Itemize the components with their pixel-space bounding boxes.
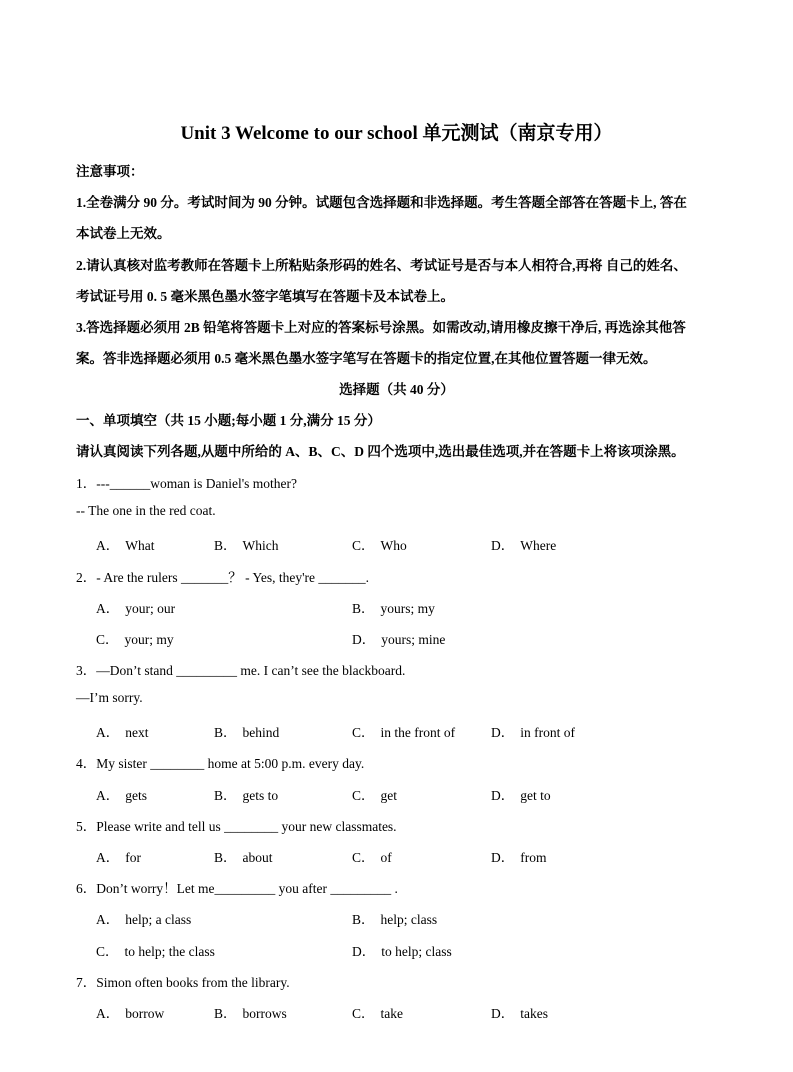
notice-item-1-line-2: 本试卷上无效。: [76, 226, 171, 241]
question-1-stem: 1．---______woman is Daniel's mother?: [76, 476, 298, 491]
question-4-option-c[interactable]: [352, 784, 397, 804]
question-4-option-d[interactable]: [491, 784, 551, 804]
option-key: D．: [491, 1006, 515, 1021]
option-text: gets: [125, 788, 147, 803]
option-key: A．: [96, 788, 120, 803]
option-key: C．: [352, 850, 375, 865]
option-text: for: [125, 850, 141, 865]
option-key: D．: [491, 538, 515, 553]
notice-item-3-line-1: 3.答选择题必须用 2B 铅笔将答题卡上对应的答案标号涂黑。如需改动,请用橡皮擦干净后, 再选涂其他答: [76, 320, 686, 335]
option-key: D．: [352, 944, 376, 959]
notice-item-1-line-1: 1.全卷满分 90 分。考试时间为 90 分钟。试题包含选择题和非选择题。考生答题全部答在答题卡上, 答在: [76, 195, 687, 210]
question-5-option-b[interactable]: [214, 846, 273, 866]
option-text: from: [520, 850, 547, 865]
option-text: borrows: [242, 1006, 287, 1021]
section-title: 选择题（共 40 分）: [339, 382, 454, 397]
notice-item-3-line-2: 案。答非选择题必须用 0.5 毫米黑色墨水签字笔写在答题卡的指定位置,在其他位置答题一律无效。: [76, 351, 657, 366]
option-text: borrow: [125, 1006, 165, 1021]
option-text: get: [380, 788, 398, 803]
option-key: C．: [96, 632, 119, 647]
option-key: A．: [96, 912, 120, 927]
question-6-option-a[interactable]: [96, 908, 191, 928]
option-key: B．: [214, 725, 237, 740]
option-key: A．: [96, 1006, 120, 1021]
notice-item-2-line-1: 2.请认真核对监考教师在答题卡上所粘贴条形码的姓名、考试证号是否与本人相符合,再将 自己的姓名、: [76, 258, 687, 273]
option-text: yours; my: [380, 601, 435, 616]
question-6-stem: 6．Don’t worry！Let me_________ you after _________ .: [76, 881, 398, 896]
option-text: next: [125, 725, 149, 740]
option-key: D．: [352, 632, 376, 647]
document-title: Unit 3 Welcome to our school 单元测试（南京专用）: [180, 123, 613, 144]
option-key: B．: [214, 850, 237, 865]
option-text: in front of: [520, 725, 575, 740]
option-key: C．: [352, 538, 375, 553]
option-text: What: [125, 538, 155, 553]
option-key: C．: [352, 788, 375, 803]
notice-item-2-line-2: 考试证号用 0. 5 毫米黑色墨水签字笔填写在答题卡及本试卷上。: [76, 289, 454, 304]
question-3-option-c[interactable]: [352, 721, 455, 741]
option-text: in the front of: [380, 725, 456, 740]
question-3-option-b[interactable]: [214, 721, 279, 741]
question-3-option-a[interactable]: [96, 721, 149, 741]
option-text: behind: [242, 725, 280, 740]
question-7-stem: 7．Simon often books from the library.: [76, 975, 290, 990]
option-text: of: [380, 850, 392, 865]
option-key: D．: [491, 850, 515, 865]
question-3-stem-reply: —I’m sorry.: [76, 690, 143, 705]
question-3-option-d[interactable]: [491, 721, 575, 741]
option-text: your; my: [124, 632, 174, 647]
question-7-option-c[interactable]: [352, 1002, 403, 1022]
option-text: help; a class: [125, 912, 192, 927]
question-7-option-d[interactable]: [491, 1002, 548, 1022]
option-key: C．: [352, 725, 375, 740]
option-text: to help; class: [381, 944, 452, 959]
question-1-stem-reply: -- The one in the red coat.: [76, 503, 216, 518]
option-text: your; our: [125, 601, 176, 616]
question-4-stem: 4．My sister ________ home at 5:00 p.m. every day.: [76, 756, 365, 771]
question-6-option-c[interactable]: [96, 940, 215, 960]
question-1-option-a[interactable]: [96, 534, 155, 554]
question-1-option-d[interactable]: [491, 534, 556, 554]
option-key: A．: [96, 601, 120, 616]
question-5-option-c[interactable]: [352, 846, 392, 866]
notice-heading: 注意事项：: [76, 164, 144, 179]
option-key: A．: [96, 850, 120, 865]
option-text: to help; the class: [124, 944, 215, 959]
question-5-stem: 5．Please write and tell us ________ your new classmates.: [76, 819, 397, 834]
option-key: D．: [491, 788, 515, 803]
question-2-option-d[interactable]: [352, 628, 445, 648]
part-title: 一、单项填空（共 15 小题;每小题 1 分,满分 15 分）: [76, 413, 381, 428]
question-1-option-c[interactable]: [352, 534, 407, 554]
option-key: B．: [214, 1006, 237, 1021]
question-2-option-c[interactable]: [96, 628, 174, 648]
option-text: Where: [520, 538, 557, 553]
option-text: Who: [380, 538, 407, 553]
option-text: about: [242, 850, 273, 865]
option-text: gets to: [242, 788, 279, 803]
option-key: B．: [214, 538, 237, 553]
option-text: take: [380, 1006, 404, 1021]
question-4-option-a[interactable]: [96, 784, 147, 804]
question-6-option-b[interactable]: [352, 908, 437, 928]
question-7-option-b[interactable]: [214, 1002, 287, 1022]
option-key: B．: [214, 788, 237, 803]
question-2-stem: 2．- Are the rulers _______？ - Yes, they're _______.: [76, 570, 370, 585]
question-1-option-b[interactable]: [214, 534, 279, 554]
option-key: A．: [96, 538, 120, 553]
instruction-text: 请认真阅读下列各题,从题中所给的 A、B、C、D 四个选项中,选出最佳选项,并在答题卡上将该项涂黑。: [76, 444, 685, 459]
option-text: yours; mine: [381, 632, 446, 647]
question-2-option-b[interactable]: [352, 597, 435, 617]
option-key: C．: [352, 1006, 375, 1021]
option-key: B．: [352, 601, 375, 616]
question-7-option-a[interactable]: [96, 1002, 164, 1022]
option-text: help; class: [380, 912, 438, 927]
question-2-option-a[interactable]: [96, 597, 175, 617]
option-key: C．: [96, 944, 119, 959]
question-4-option-b[interactable]: [214, 784, 278, 804]
option-key: D．: [491, 725, 515, 740]
option-text: Which: [242, 538, 279, 553]
option-text: takes: [520, 1006, 548, 1021]
option-key: B．: [352, 912, 375, 927]
question-6-option-d[interactable]: [352, 940, 452, 960]
option-key: A．: [96, 725, 120, 740]
question-3-stem: 3．—Don’t stand _________ me. I can’t see the blackboard.: [76, 663, 406, 678]
question-5-option-d[interactable]: [491, 846, 547, 866]
option-text: get to: [520, 788, 551, 803]
question-5-option-a[interactable]: [96, 846, 141, 866]
